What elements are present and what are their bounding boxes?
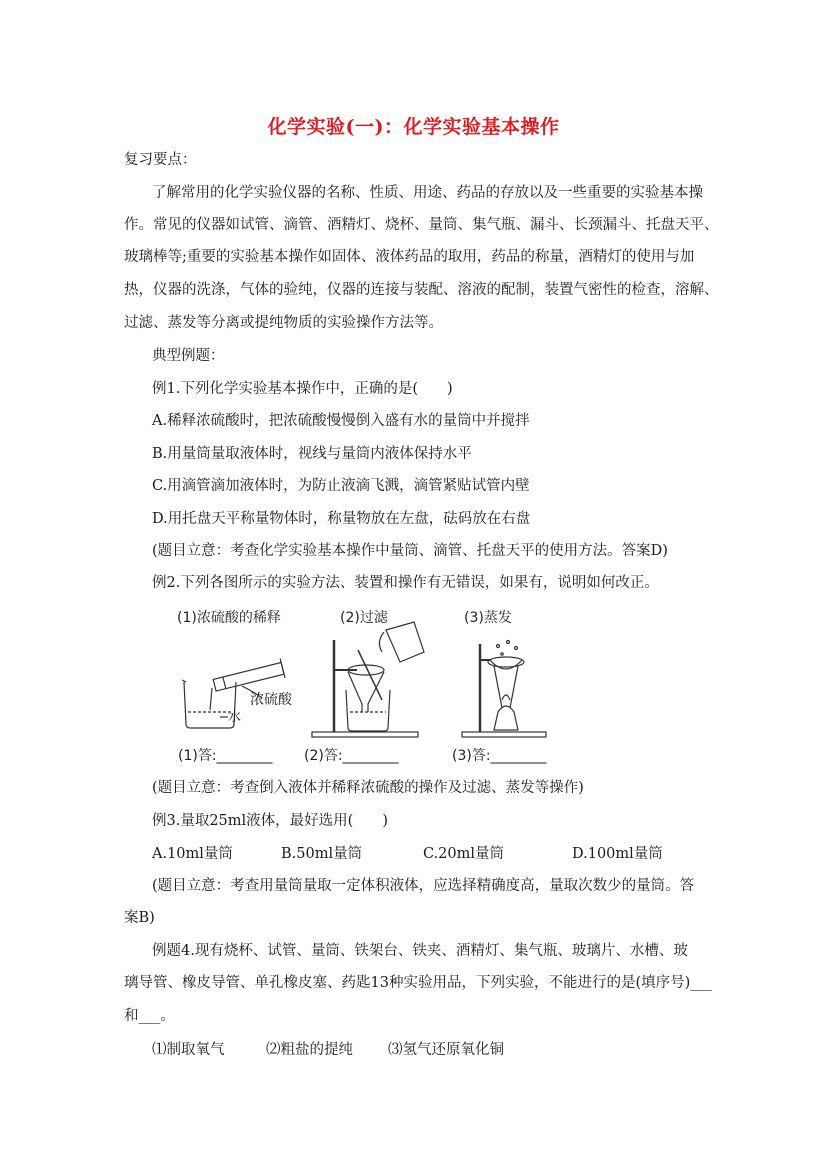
ex1-option-d: D.用托盘天平称量物体时，称量物放在左盘，砝码放在右盘 (152, 511, 531, 527)
review-line: 了解常用的化学实验仪器的名称、性质、用途、药品的存放以及一些重要的实验基本操 (152, 185, 703, 201)
ex4-item-2: ⑵粗盐的提纯 (266, 1042, 353, 1058)
review-heading: 复习要点： (124, 152, 197, 168)
ex1-note: (题目立意：考查化学实验基本操作中量筒、滴管、托盘天平的使用方法。答案D) (152, 543, 668, 559)
ex3-option-c: C.20ml量筒 (423, 846, 505, 862)
ex3-question: 例3.量取25ml液体，最好选用( ) (152, 813, 388, 829)
fig1-water-annotation: 水 (228, 710, 242, 725)
review-line: 过滤、蒸发等分离或提纯物质的实验操作方法等。 (124, 315, 443, 331)
fig1-label: (1)浓硫酸的稀释 (177, 610, 281, 626)
examples-heading: 典型例题： (152, 348, 225, 364)
ex4-item-1: ⑴制取氧气 (152, 1042, 225, 1058)
ex3-option-b: B.50ml量筒 (281, 846, 363, 862)
ex4-question-cont: 璃导管、橡皮导管、单孔橡皮塞、药匙13种实验用品，下列实验，不能进行的是(填序号)___ (124, 975, 713, 991)
review-line: 热，仪器的洗涤，气体的验纯，仪器的连接与装配、溶液的配制，装置气密性的检查，溶解、 (124, 282, 719, 298)
ex3-note-cont: 案B) (124, 910, 155, 926)
ex1-option-a: A.稀释浓硫酸时，把浓硫酸慢慢倒入盛有水的量筒中并搅拌 (152, 413, 530, 429)
fig2-label: (2)过滤 (340, 610, 388, 626)
page-title: 化学实验(一)：化学实验基本操作 (267, 116, 560, 138)
review-line: 作。常见的仪器如试管、滴管、酒精灯、烧杯、量筒、集气瓶、漏斗、长颈漏斗、托盘天平、 (124, 217, 719, 233)
ex3-note: (题目立意：考查用量筒量取一定体积液体，应选择精确度高，量取次数少的量筒。答 (152, 878, 695, 894)
fig1-acid-annotation: 浓硫酸 (250, 692, 292, 708)
ex2-figures (172, 600, 572, 770)
fig3-evaporation-diagram (462, 641, 546, 738)
ex4-question-end: 和___。 (124, 1008, 175, 1024)
ex3-option-d: D.100ml量筒 (572, 846, 663, 862)
ex2-note: (题目立意：考查倒入液体并稀释浓硫酸的操作及过滤、蒸发等操作) (152, 780, 584, 796)
review-line: 玻璃棒等;重要的实验基本操作如固体、液体药品的取用，药品的称量，酒精灯的使用与加 (124, 249, 695, 265)
ex4-item-3: ⑶氢气还原氧化铜 (388, 1042, 504, 1058)
ex3-option-a: A.10ml量筒 (152, 846, 233, 862)
ex4-question: 例题4.现有烧杯、试管、量筒、铁架台、铁夹、酒精灯、集气瓶、玻璃片、水槽、玻 (152, 943, 688, 959)
fig2-filtration-diagram (312, 622, 424, 737)
fig3-answer: (3)答:________ (452, 748, 547, 764)
fig2-answer: (2)答:________ (304, 748, 399, 764)
fig1-answer: (1)答:________ (178, 748, 273, 764)
fig3-label: (3)蒸发 (464, 610, 512, 626)
ex1-option-b: B.用量筒量取液体时，视线与量筒内液体保持水平 (152, 446, 472, 462)
ex2-question: 例2.下列各图所示的实验方法、装置和操作有无错误，如果有，说明如何改正。 (152, 575, 659, 591)
ex1-option-c: C.用滴管滴加液体时，为防止液滴飞溅，滴管紧贴试管内壁 (152, 478, 530, 494)
ex1-question: 例1.下列化学实验基本操作中，正确的是( ) (152, 381, 453, 397)
